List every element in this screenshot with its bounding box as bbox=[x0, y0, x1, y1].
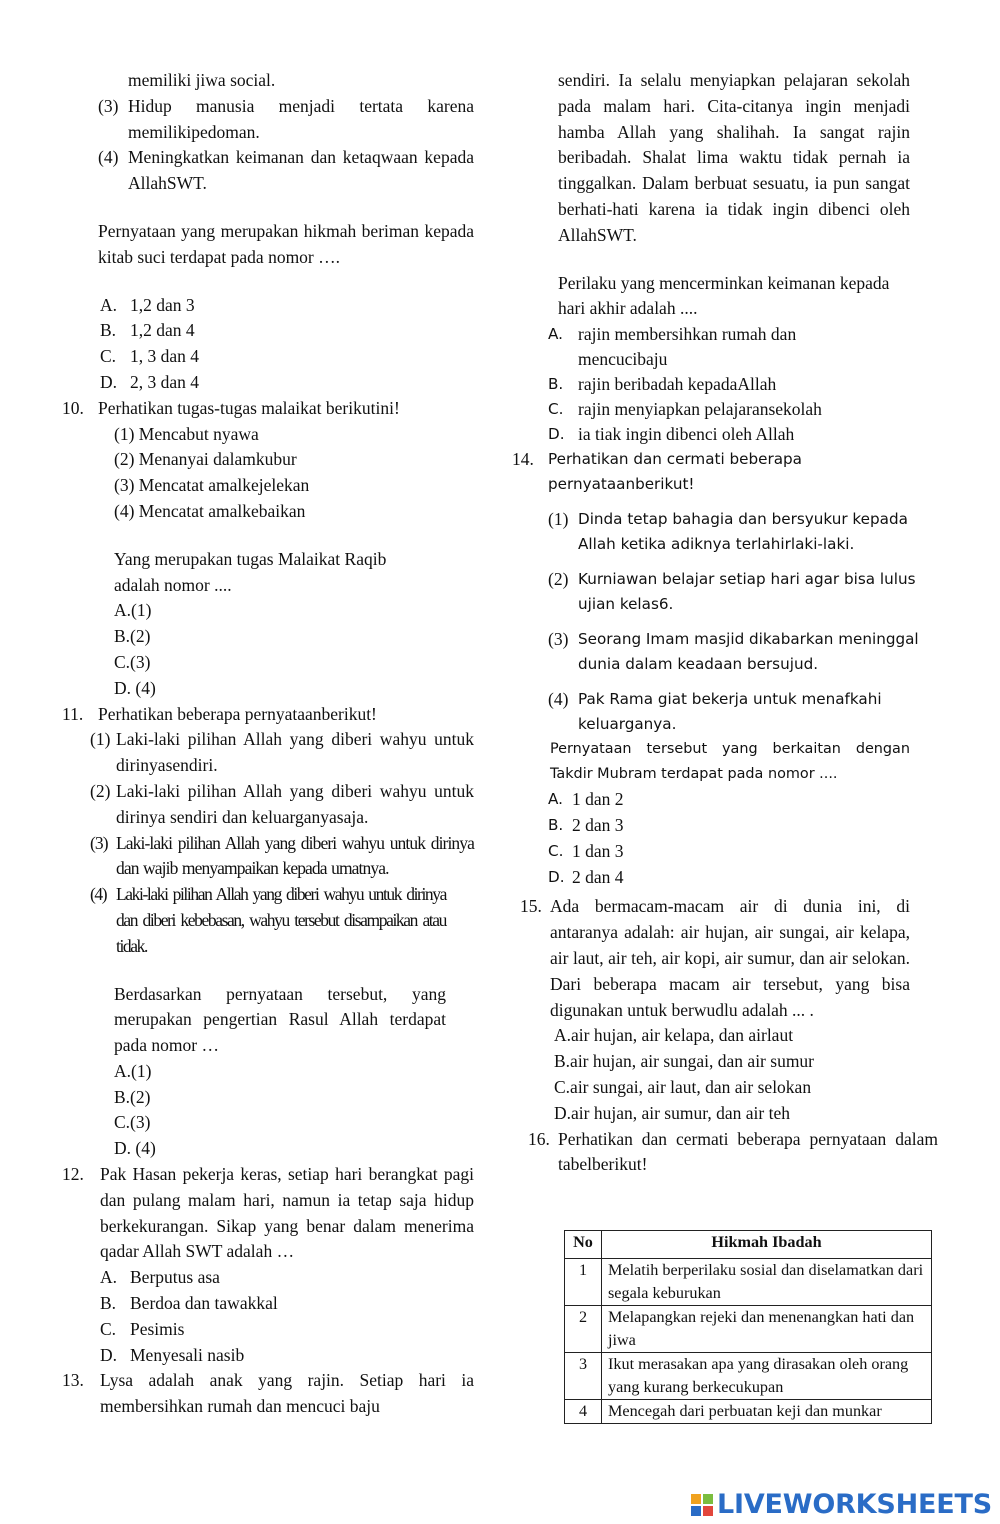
item-number: (3) bbox=[90, 832, 108, 853]
row-text: Ikut merasakan apa yang dirasakan oleh orang yang kurang berkecukupan bbox=[602, 1353, 932, 1400]
list-item bbox=[90, 779, 474, 831]
option-text: rajin menyiapkan pelajaransekolah bbox=[578, 399, 822, 420]
option-label: A. bbox=[100, 1267, 118, 1288]
list-item: (1) Mencabut nyawa bbox=[114, 423, 259, 444]
question-number: 14. bbox=[512, 449, 534, 470]
item-text: Laki-laki pilihan Allah yang diberi wahyu untuk dirinyasendiri. bbox=[116, 729, 474, 776]
list-item: (2) Menanyai dalamkubur bbox=[114, 449, 297, 470]
q9-options bbox=[62, 293, 474, 396]
item-text: Seorang Imam masjid dikabarkan meninggal dunia dalam keadaan bersujud. bbox=[578, 630, 919, 674]
option-a[interactable]: A.air hujan, air kelapa, dan airlaut bbox=[554, 1025, 794, 1046]
option-text: 2 dan 4 bbox=[572, 866, 624, 887]
row-number: 3 bbox=[565, 1353, 602, 1400]
option-text: 2, 3 dan 4 bbox=[130, 371, 200, 392]
option-label: A. bbox=[548, 325, 563, 344]
option-b[interactable] bbox=[100, 1291, 474, 1317]
item-number: (3) bbox=[98, 95, 119, 116]
option-a[interactable] bbox=[548, 787, 940, 813]
logo-squares-icon bbox=[691, 1494, 713, 1516]
item-text: Pak Rama giat bekerja untuk menafkahi keluarganya. bbox=[578, 690, 882, 734]
option-text: 1 dan 2 bbox=[572, 789, 624, 810]
item-number: (1) bbox=[90, 729, 111, 750]
question-12 bbox=[62, 1162, 474, 1265]
row-number: 1 bbox=[565, 1259, 602, 1306]
question-text: Perhatikan beberapa pernyataanberikut! bbox=[98, 703, 377, 724]
option-a[interactable] bbox=[100, 1265, 474, 1291]
list-item bbox=[90, 727, 474, 779]
option-text: Pesimis bbox=[130, 1318, 185, 1339]
question-15 bbox=[520, 894, 940, 1023]
item-text: Laki-laki pilihan Allah yang diberi wahyu untuk dirinya dan wajib menyampaikan kepada umatnya. bbox=[116, 832, 474, 879]
row-number: 2 bbox=[565, 1306, 602, 1353]
option-c[interactable] bbox=[548, 839, 940, 865]
question-16 bbox=[528, 1127, 940, 1179]
option-text: 2 dan 3 bbox=[572, 814, 624, 835]
option-text: rajin beribadah kepadaAllah bbox=[578, 374, 777, 395]
item-number: (1) bbox=[548, 509, 569, 530]
question-10 bbox=[62, 396, 474, 422]
option-d[interactable] bbox=[548, 865, 940, 891]
question-text: Ada bermacam-macam air di dunia ini, di antaranya adalah: air hujan, air sungai, air kelapa, air laut, air teh, air kopi, air sumur, dan air selokan. Dari beberapa macam air tersebut, yang bisa digunakan untuk berwudlu adalah ... . bbox=[550, 896, 910, 1020]
option-b[interactable]: B.(2) bbox=[114, 626, 151, 647]
question-number: 13. bbox=[62, 1370, 84, 1391]
question-11 bbox=[62, 702, 474, 728]
q9-question: Pernyataan yang merupakan hikmah beriman kepada kitab suci terdapat pada nomor …. bbox=[98, 220, 474, 267]
option-label: C. bbox=[100, 346, 117, 367]
item-text: Hidup manusia menjadi tertata karena memilikipedoman. bbox=[128, 95, 474, 142]
q14-items bbox=[520, 507, 940, 737]
option-label: B. bbox=[100, 320, 117, 341]
row-text: Mencegah dari perbuatan keji dan munkar bbox=[602, 1400, 932, 1424]
q10-question: Yang merupakan tugas Malaikat Raqib adalah nomor .... bbox=[114, 548, 387, 595]
question-text: Perhatikan dan cermati beberapa pernyataan dalam tabelberikut! bbox=[558, 1128, 938, 1175]
q9-line: memiliki jiwa social. bbox=[128, 70, 276, 90]
table-row bbox=[565, 1353, 932, 1400]
table-row bbox=[565, 1306, 932, 1353]
question-text: Perhatikan tugas-tugas malaikat berikutini! bbox=[98, 397, 400, 418]
item-number: (2) bbox=[548, 569, 569, 590]
item-text: Kurniawan belajar setiap hari agar bisa lulus ujian kelas6. bbox=[578, 570, 916, 614]
item-text: Meningkatkan keimanan dan ketaqwaan kepada AllahSWT. bbox=[128, 147, 474, 194]
option-text: ia tiak ingin dibenci oleh Allah bbox=[578, 424, 795, 445]
left-column bbox=[62, 68, 474, 1420]
list-item bbox=[548, 507, 940, 557]
q9-item-3 bbox=[62, 94, 474, 146]
question-number: 10. bbox=[62, 397, 84, 418]
option-b[interactable]: B.air hujan, air sungai, dan air sumur bbox=[554, 1051, 815, 1072]
option-c[interactable] bbox=[548, 397, 940, 422]
option-label: D. bbox=[100, 1344, 118, 1365]
item-number: (3) bbox=[548, 629, 569, 650]
option-text: rajin membersihkan rumah dan mencucibaju bbox=[578, 324, 797, 370]
option-label: B. bbox=[100, 1293, 117, 1314]
q15-options bbox=[520, 1023, 940, 1126]
question-text: Pak Hasan pekerja keras, setiap hari berangkat pagi dan pulang malam hari, namun ia tetap saja hidup berkekurangan. Sikap yang benar dalam menerima qadar Allah SWT adalah … bbox=[100, 1164, 474, 1262]
hikmah-table bbox=[564, 1230, 932, 1424]
option-d[interactable] bbox=[100, 370, 474, 396]
q11-options bbox=[62, 1059, 474, 1162]
question-text: Lysa adalah anak yang rajin. Setiap hari ia membersihkan rumah dan mencuci baju bbox=[100, 1370, 474, 1417]
option-b[interactable] bbox=[548, 372, 940, 397]
q10-items bbox=[62, 422, 474, 525]
option-c[interactable] bbox=[100, 344, 474, 370]
right-column bbox=[512, 68, 940, 1178]
option-a[interactable]: A.(1) bbox=[114, 1060, 152, 1081]
option-text: Berdoa dan tawakkal bbox=[130, 1293, 278, 1314]
list-item bbox=[548, 687, 940, 737]
item-number: (4) bbox=[98, 147, 119, 168]
logo-text: LIVEWORKSHEETS bbox=[716, 1489, 992, 1521]
option-label: D. bbox=[100, 371, 118, 392]
question-13 bbox=[62, 1368, 474, 1420]
list-item: (4) Mencatat amalkebaikan bbox=[114, 500, 306, 521]
item-text: Dinda tetap bahagia dan bersyukur kepada Allah ketika adiknya terlahirlaki-laki. bbox=[578, 510, 908, 554]
item-text: Laki-laki pilihan Allah yang diberi wahyu untuk dirinya dan diberi kebebasan, wahyu tersebut disampaikan atau tidak. bbox=[116, 884, 446, 956]
option-d[interactable]: D. (4) bbox=[114, 677, 156, 698]
question-number: 16. bbox=[528, 1128, 550, 1149]
option-a[interactable]: A.(1) bbox=[114, 600, 152, 621]
option-c[interactable]: C.(3) bbox=[114, 1112, 151, 1133]
option-b[interactable]: B.(2) bbox=[114, 1086, 151, 1107]
q9-item-4 bbox=[62, 145, 474, 197]
q13-question: Perilaku yang mencerminkan keimanan kepada hari akhir adalah .... bbox=[558, 272, 890, 319]
option-text: Menyesali nasib bbox=[130, 1344, 245, 1365]
q11-question: Berdasarkan pernyataan tersebut, yang merupakan pengertian Rasul Allah terdapat pada nomor … bbox=[114, 983, 446, 1056]
list-item bbox=[548, 567, 940, 617]
option-text: 1,2 dan 3 bbox=[130, 294, 195, 315]
option-a[interactable] bbox=[100, 293, 474, 319]
option-label: A. bbox=[100, 294, 118, 315]
q13-options bbox=[520, 322, 940, 447]
row-text: Melatih berperilaku sosial dan diselamatkan dari segala keburukan bbox=[602, 1259, 932, 1306]
q14-question: Pernyataan tersebut yang berkaitan dengan Takdir Mubram terdapat pada nomor .... bbox=[550, 741, 910, 783]
row-number: 4 bbox=[565, 1400, 602, 1424]
table-row bbox=[565, 1259, 932, 1306]
option-c[interactable]: C.air sungai, air laut, dan air selokan bbox=[554, 1076, 812, 1097]
question-text: Perhatikan dan cermati beberapa pernyataanberikut! bbox=[548, 450, 802, 494]
option-text: Berputus asa bbox=[130, 1267, 220, 1288]
list-item bbox=[90, 882, 474, 959]
option-label: D. bbox=[548, 425, 565, 444]
question-14 bbox=[512, 447, 940, 497]
option-c[interactable]: C.(3) bbox=[114, 651, 151, 672]
option-d[interactable] bbox=[548, 422, 940, 447]
question-number: 11. bbox=[62, 703, 84, 724]
list-item: (3) Mencatat amalkejelekan bbox=[114, 475, 310, 496]
option-text: 1 dan 3 bbox=[572, 840, 624, 861]
option-text: 1, 3 dan 4 bbox=[130, 346, 200, 367]
option-label: C. bbox=[548, 841, 564, 860]
column-header-no: No bbox=[565, 1231, 602, 1259]
q14-options bbox=[520, 787, 940, 890]
item-number: (4) bbox=[548, 689, 569, 710]
item-text: Laki-laki pilihan Allah yang diberi wahyu untuk dirinya sendiri dan keluarganyasaja. bbox=[116, 780, 474, 827]
option-c[interactable] bbox=[100, 1317, 474, 1343]
option-label: D. bbox=[548, 867, 565, 886]
list-item bbox=[548, 627, 940, 677]
option-d[interactable]: D.air hujan, air sumur, dan air teh bbox=[554, 1102, 790, 1123]
q12-options bbox=[62, 1265, 474, 1368]
option-label: B. bbox=[548, 375, 564, 394]
list-item bbox=[90, 831, 474, 883]
table-row bbox=[565, 1400, 932, 1424]
option-label: C. bbox=[100, 1318, 117, 1339]
item-number: (4) bbox=[90, 884, 107, 905]
option-label: C. bbox=[548, 400, 564, 419]
column-header-hikmah: Hikmah Ibadah bbox=[602, 1231, 932, 1259]
row-text: Melapangkan rejeki dan menenangkan hati dan jiwa bbox=[602, 1306, 932, 1353]
question-number: 12. bbox=[62, 1164, 84, 1185]
option-label: B. bbox=[548, 815, 564, 834]
option-a[interactable] bbox=[548, 322, 940, 372]
option-b[interactable] bbox=[548, 813, 940, 839]
item-number: (2) bbox=[90, 780, 111, 801]
option-label: A. bbox=[548, 790, 563, 809]
question-number: 15. bbox=[520, 896, 542, 917]
liveworksheets-logo[interactable] bbox=[691, 1489, 992, 1521]
option-text: 1,2 dan 4 bbox=[130, 320, 195, 341]
q13-continued: sendiri. Ia selalu menyiapkan pelajaran sekolah pada malam hari. Cita-citanya ingin menjadi hamba Allah yang shalihah. Ia sangat rajin beribadah. Shalat lima waktu tidak pernah ia tinggalkan. Dalam berbuat sesuatu, ia pun sangat berhati-hati karena ia tidak ingin dibenci oleh AllahSWT. bbox=[558, 70, 910, 245]
table-header-row bbox=[565, 1231, 932, 1259]
option-d[interactable]: D. (4) bbox=[114, 1138, 156, 1159]
q10-options bbox=[62, 598, 474, 701]
q11-items bbox=[62, 727, 474, 959]
option-b[interactable] bbox=[100, 318, 474, 344]
option-d[interactable] bbox=[100, 1343, 474, 1369]
